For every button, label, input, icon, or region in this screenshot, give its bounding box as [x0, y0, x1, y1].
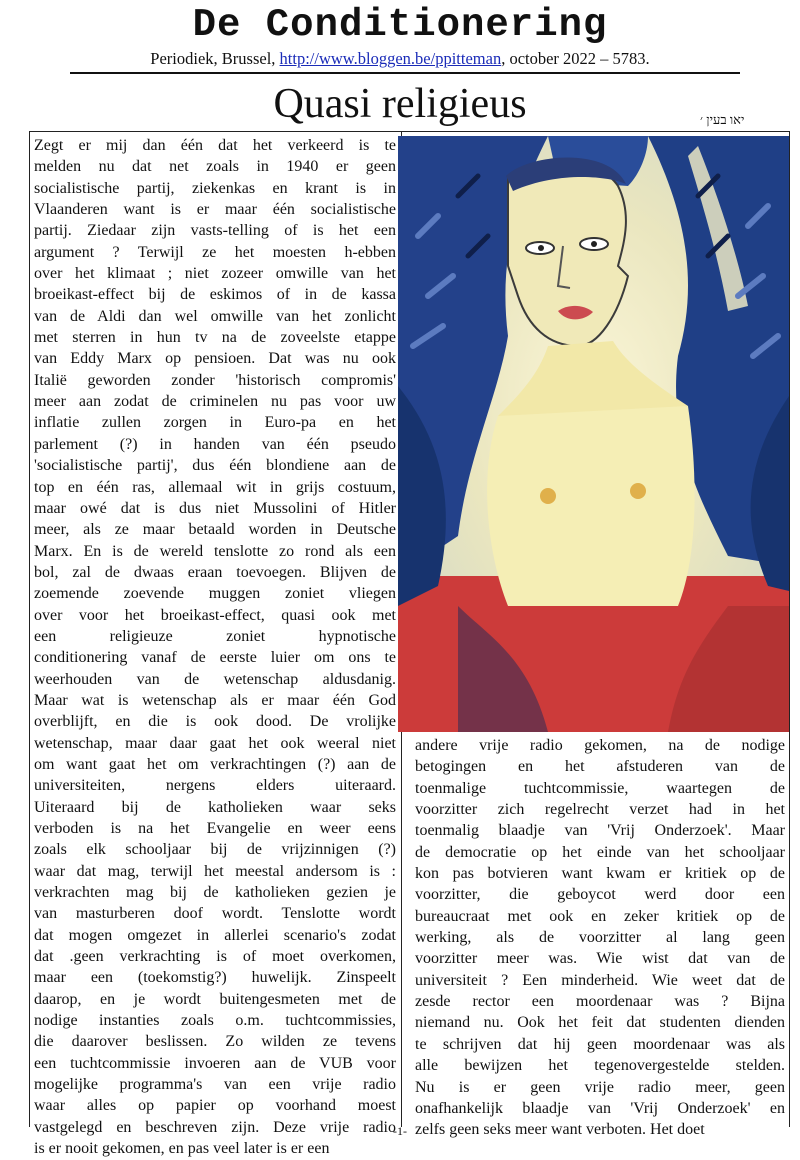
text-line: onafhankelijk blaadje van 'Vrij Onderzoek' en	[415, 1099, 785, 1117]
text-line: weerhouden van de wetenschap aldusdanig.	[34, 670, 396, 688]
text-line: overblijft, en die is ook dood. De vrolijke	[34, 713, 396, 731]
text-line: zesde rector een moordenaar was ? Bijna	[415, 993, 785, 1011]
text-line: van Eddy Marx op pensioen. Dat was nu ook	[34, 350, 396, 368]
text-line: zelfs geen seks meer want verboten. Het doet	[415, 1121, 705, 1139]
text-line: waar alles op papier op voorhand moest	[34, 1097, 396, 1115]
text-line: waar dat mag, terwijl het meestal andersom is :	[34, 862, 396, 880]
text-line: conditionering vanaf de eerste luier om ons te	[34, 649, 396, 667]
blog-link[interactable]: http://www.bloggen.be/ppitteman	[279, 49, 502, 68]
text-line: van masturberen doof wordt. Tenslotte wordt	[34, 905, 396, 923]
article-title: Quasi religieus	[273, 81, 527, 127]
text-line: werking, als de voorzitter al lang geen	[415, 929, 785, 947]
text-line: niemand nu. Ook het feit dat studenten dienden	[415, 1014, 785, 1032]
text-line: bol, zal de dwaas eraan toevoegen. Blijven de	[34, 563, 396, 581]
text-line: daarop, en je wordt buitengesmeten met de	[34, 990, 396, 1008]
text-line: top en één ras, allemaal wit in grijs costuum,	[34, 478, 396, 496]
header-rule	[70, 72, 740, 74]
text-line: Maar wat is wetenschap als er maar één God	[34, 691, 396, 709]
text-line: wetenschap, maar daar gaat het ook weeral niet	[34, 734, 396, 752]
expressionist-portrait-painting	[398, 136, 789, 732]
text-line: verboden is na het Evangelie en weer eens	[34, 820, 396, 837]
masthead-title: De Conditionering	[192, 3, 608, 47]
text-line: vastgelegd en beschreven zijn. Deze vrije radio	[34, 1118, 396, 1136]
text-line: Italië geworden zonder 'historisch compromis'	[34, 371, 396, 389]
text-line: van de Aldi dan wel omwille van het zonlicht	[34, 307, 396, 325]
text-line: alle bewijzen het tegenovergestelde stelden.	[415, 1057, 785, 1075]
text-line: inflatie zullen zorgen in Euro-pa en het	[34, 414, 396, 432]
text-line: partij. Ziedaar zijn vasts-telling of is het een	[34, 222, 396, 240]
text-line: kon pas botvieren want kwam er kritiek op de	[415, 865, 785, 883]
right-column-text	[415, 735, 785, 1139]
text-line: die daarover beslissen. Zo wilden ze tevens	[34, 1033, 396, 1051]
text-line: dat mogen omgezet in allerlei scenario's zodat	[34, 926, 396, 944]
text-line: om want gaat het om verkrachtingen (?) aan de	[34, 755, 396, 773]
text-line: over voor het broeikast-effect, quasi ook met	[34, 606, 396, 624]
text-line: voorzitter, die geboycot werd door een	[415, 886, 785, 904]
text-line: zoemende zoevende muggen zoniet vliegen	[34, 585, 396, 603]
text-line: toenmalige tuchtcommissie, waartegen de	[415, 779, 785, 797]
text-line: maar een (toekomstig?) huwelijk. Zinspeelt	[34, 969, 396, 987]
text-line: voorzitter zich regelrecht verzet had in het	[415, 801, 785, 819]
text-line: bureaucraat met ook en zeker kritiek op de	[415, 907, 785, 925]
text-line: socialistische partij, ziekenkas en krant is in	[34, 179, 396, 197]
text-line: andere vrije radio gekomen, na de nodige	[415, 737, 785, 754]
text-line: Zegt er mij dan één dat het verkeerd is te	[34, 137, 396, 154]
text-line: een tuchtcommissie invoeren aan de VUB voor	[34, 1054, 396, 1072]
text-line: voorzitter meer was. Wie wist dat van de	[415, 950, 785, 968]
text-line: universiteit ? Een minderheid. Wie weet dat de	[415, 971, 785, 989]
page-number: -1-	[393, 1124, 407, 1138]
text-line: toenmalig blaadje van 'Vrij Onderzoek'. Maar	[415, 822, 785, 840]
text-line: betogingen en het afstuderen van de	[415, 758, 785, 776]
text-line: parlement (?) in handen van één pseudo	[34, 435, 396, 453]
text-line: melden nu dat net zoals in 1940 er geen	[34, 158, 396, 176]
text-line: nodige instanties zoals o.m. tuchtcommissies,	[34, 1012, 396, 1030]
text-line: broeikast-effect bij de eskimos of in de kassa	[34, 286, 396, 304]
text-line: meer, als ze maar betaald worden in Deutsche	[34, 521, 396, 539]
subline-suffix: , october 2022 – 5783.	[501, 49, 650, 68]
text-line: mogelijke programma's van een vrije radio	[34, 1076, 396, 1094]
text-line: maar owé dat is dus niet Mussolini of Hitler	[34, 499, 396, 517]
text-line: over het klimaat ; niet zozeer omwille van het	[34, 265, 396, 283]
text-line: een religieuze zoniet hypnotische	[34, 627, 396, 645]
hebrew-tag: יאו בעין ׳	[700, 112, 745, 127]
text-line: de democratie op het einde van het schooljaar	[415, 843, 785, 861]
text-line: 'socialistische partij', dus één blondiene aan de	[34, 457, 396, 475]
publication-subline	[0, 49, 800, 69]
text-line: is er nooit gekomen, en pas veel later is er een	[34, 1140, 330, 1158]
text-line: meer aan zodat de criminelen nu pas voor uw	[34, 393, 396, 411]
text-line: dat .geen verkrachting is of moet overkomen,	[34, 948, 396, 966]
text-line: Nu is er geen vrije radio meer, geen	[415, 1078, 785, 1096]
text-line: te schrijven dat hij geen moordenaar was als	[415, 1035, 785, 1053]
left-column-text	[34, 135, 396, 1158]
subline-prefix: Periodiek, Brussel,	[150, 49, 280, 68]
text-line: universiteiten, nergens elders uiteraard.	[34, 777, 396, 795]
text-line: Marx. En is de wereld tenslotte zo rond als een	[34, 542, 396, 560]
text-line: argument ? Terwijl ze het moesten h-ebben	[34, 243, 396, 261]
text-line: zoals elk schooljaar bij de vrijzinnigen (?)	[34, 841, 396, 859]
text-line: verkrachten mag bij de katholieken gezien je	[34, 884, 396, 902]
text-line: Vlaanderen want is er maar één socialistische	[34, 201, 396, 219]
text-line: met sterren in hun tv na de zoveelste etappe	[34, 329, 396, 347]
text-line: Uiteraard bij de katholieken waar seks	[34, 798, 396, 816]
